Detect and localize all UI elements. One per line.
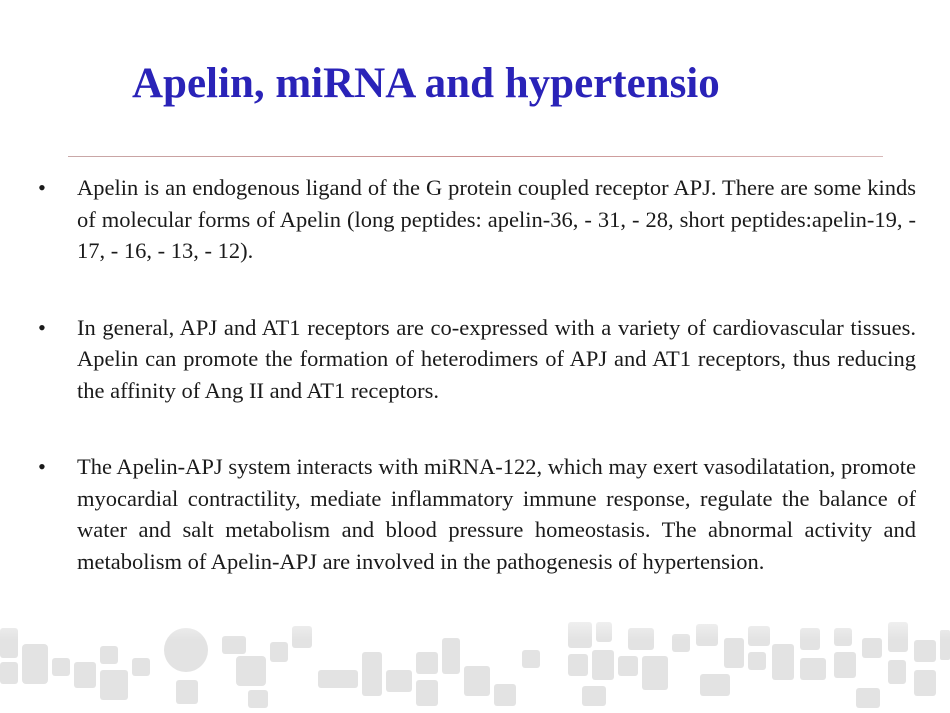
bullet-marker: • (38, 454, 46, 479)
bullet-text: Apelin is an endogenous ligand of the G protein coupled receptor APJ. There are some kinds of molecular forms of Apelin (long peptides: apelin-36, - 31, - 28, short peptides:apelin-19, - 17, - 16, - 13, - 12). (77, 175, 916, 263)
slide-title: Apelin, miRNA and hypertensio (132, 60, 720, 107)
background-tile-pattern (0, 600, 950, 713)
bullet-item (36, 312, 916, 407)
bullet-marker: • (38, 314, 46, 340)
bullet-item (36, 451, 916, 577)
bullet-marker: • (38, 175, 46, 200)
bullet-item (36, 172, 916, 267)
title-divider (68, 156, 883, 157)
bullet-text: The Apelin-APJ system interacts with miRNA-122, which may exert vasodilatation, promote myocardial contractility, mediate inflammatory immune response, regulate the balance of water and salt metabolism and blood pressure homeostasis. The abnormal activity and metabolism of Apelin-APJ are involved in the pathogenesis of hypertension. (77, 454, 916, 574)
bullet-list (36, 172, 916, 577)
bullet-text: In general, APJ and AT1 receptors are co-expressed with a variety of cardiovascular tissues. Apelin can promote the formation of heterodimers of APJ and AT1 receptors, thus reducing the affinity of Ang II and AT1 receptors. (77, 314, 916, 403)
